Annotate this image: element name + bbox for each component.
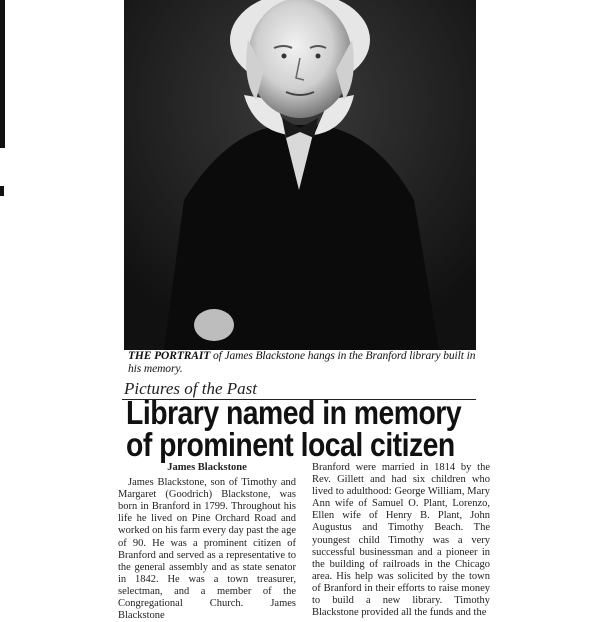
article-column-2-text: Branford were married in 1814 by the Rev. Gillett and had six children who lived to adulthood: George William, Mary Ann wife of Samuel O. Plant, Lorenzo, Ellen wife of Henry B. Plant, John Augustus and Timothy Beach. The youngest child Timothy was a very successful businessman and a pioneer in the building of railroads in the Chicago area. His help was solicited by the town of Branford in their efforts to raise money to build a new library. Timothy Blackstone provided all the funds and the — [312, 462, 490, 619]
headline — [126, 394, 479, 463]
portrait-photo — [124, 0, 476, 350]
caption-text: of James Blackstone hangs in the Branford library built in his memory. — [128, 350, 476, 375]
left-edge-mark — [0, 0, 5, 148]
section-label: Pictures of the Past — [124, 379, 257, 398]
left-edge-tick — [0, 186, 4, 196]
article-column-1-text: James Blackstone, son of Timothy and Margaret (Goodrich) Blackstone, was born in Branford in 1799. Throughout his life he lived on Pine Orchard Road and worked on his farm every day past the age of 90. He was a prominent citizen of Branford and served as a representative to the general assembly and as state senator in 1842. He was a town treasurer, selectman, and a member of the Congregational Church. James Blackstone — [118, 477, 296, 622]
caption-lead: THE PORTRAIT — [128, 350, 211, 362]
photo-caption — [128, 350, 478, 376]
article-column-2 — [312, 462, 490, 619]
portrait-illustration — [124, 0, 476, 350]
headline-line-1: Library named in memory — [126, 394, 462, 431]
article-column-1 — [118, 462, 296, 622]
article-byline: James Blackstone — [167, 462, 247, 473]
headline-line-2: of prominent local citizen — [126, 426, 455, 463]
